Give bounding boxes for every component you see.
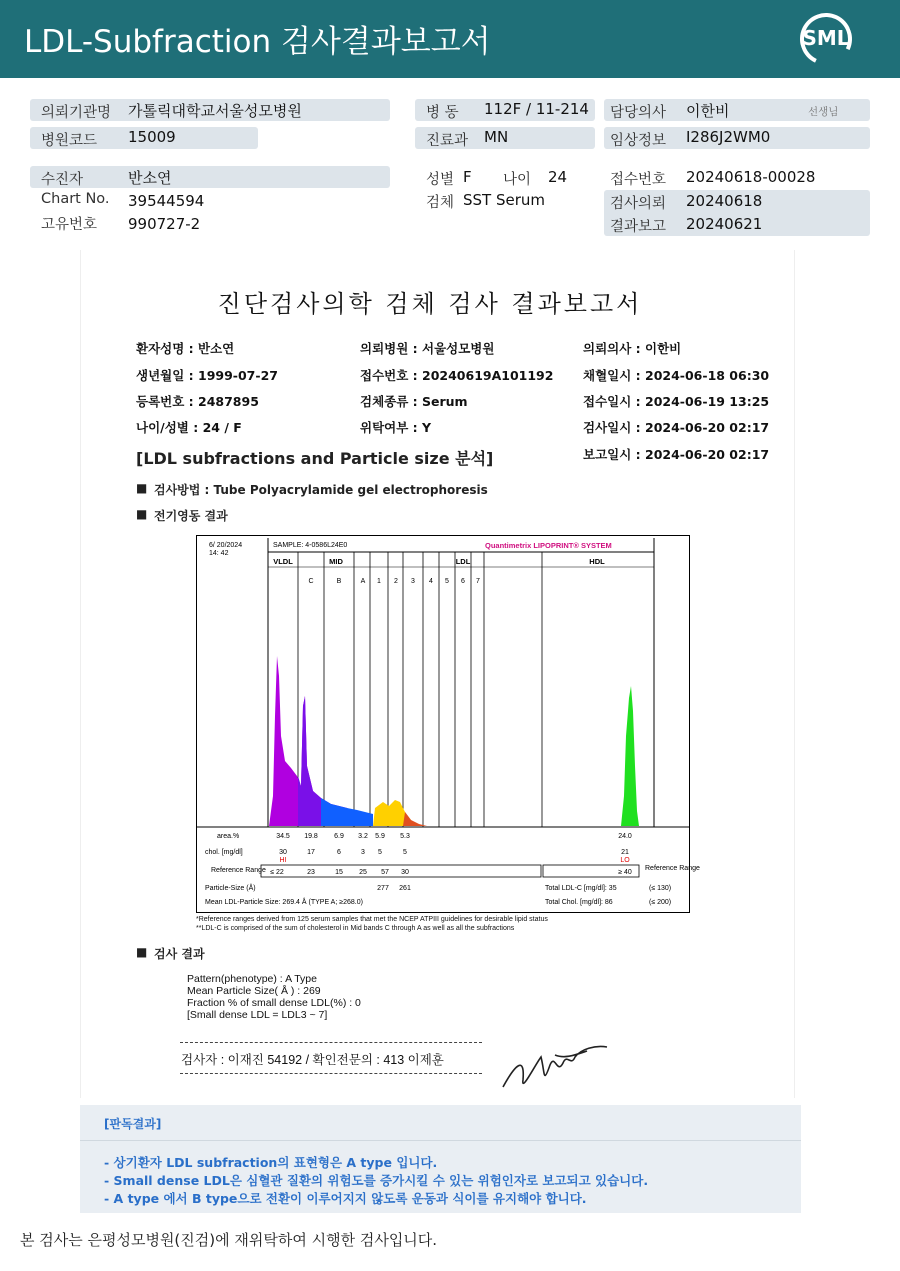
result-line: Mean Particle Size( Å ) : 269 <box>187 985 321 997</box>
chol-label: chol. [mg/dl] <box>205 849 243 856</box>
field: 의뢰의사 : 이한비 <box>583 341 682 356</box>
analysis-section-title: [LDL subfractions and Particle size 분석] <box>136 449 494 468</box>
field: 위탁여부 : Y <box>360 420 432 435</box>
chart-date: 6/ 20/2024 <box>209 542 243 549</box>
age-label: 나이 <box>503 172 532 188</box>
group-label: MID <box>329 557 343 566</box>
field: 환자성명 : 반소연 <box>136 341 235 356</box>
ref-value: 25 <box>359 869 367 876</box>
signature <box>495 1035 615 1095</box>
band-label: B <box>336 578 342 585</box>
chol-flag: HI <box>279 857 287 864</box>
info-bar <box>30 166 390 188</box>
group-label: LDL <box>455 557 471 566</box>
mean-size: Mean LDL-Particle Size: 269.4 Å (TYPE A; ≥268.0) <box>205 899 363 906</box>
group-label: HDL <box>589 557 605 566</box>
chart-sample: SAMPLE: 4-0586L24E0 <box>273 542 348 549</box>
field: 의뢰병원 : 서울성모병원 <box>360 341 495 356</box>
area-value: 24.0 <box>618 833 632 840</box>
band-label: 4 <box>429 578 433 585</box>
band-label: 5 <box>445 578 449 585</box>
chol-value: 21 <box>621 849 629 856</box>
hospital-code: 15009 <box>128 128 176 146</box>
total-chol-ref: (≤ 200) <box>649 899 672 906</box>
req-date-label: 검사의뢰 <box>610 196 667 212</box>
electrophoresis-svg <box>197 536 700 912</box>
interpretation-line: - Small dense LDL은 심혈관 질환의 위험도를 증가시킬 수 있는 위험인자로 보고되고 있습니다. <box>104 1173 649 1188</box>
receipt: 20240618-00028 <box>686 168 816 186</box>
electro-heading: 전기영동 결과 <box>154 509 228 523</box>
doctor-label: 담당의사 <box>610 105 667 121</box>
hospital-code-label: 병원코드 <box>41 133 98 149</box>
particle-label: Particle-Size (Å) <box>205 885 256 892</box>
scanned-report-title: 진단검사의학 검체 검사 결과보고서 <box>217 290 643 318</box>
chart-footnote: **LDL-C is comprised of the sum of cholesterol in Mid bands C through A as well as all the subfractions <box>196 925 515 932</box>
report-date-label: 결과보고 <box>610 219 667 235</box>
field: 검사일시 : 2024-06-20 02:17 <box>583 420 770 435</box>
result-line: Pattern(phenotype) : A Type <box>187 973 317 985</box>
ref-value: 57 <box>381 869 389 876</box>
clinical-label: 임상정보 <box>610 133 667 149</box>
area-value: 6.9 <box>334 833 344 840</box>
field: 접수번호 : 20240619A101192 <box>360 368 554 383</box>
chol-value: 5 <box>378 849 382 856</box>
ref-value: 30 <box>401 869 409 876</box>
chol-flag: LO <box>620 857 630 864</box>
field: 등록번호 : 2487895 <box>136 394 259 409</box>
group-label: VLDL <box>273 557 293 566</box>
ref-label: Reference Range <box>211 867 266 874</box>
ref-label-right: Reference Range <box>645 865 700 872</box>
chart-time: 14: 42 <box>209 550 229 557</box>
receipt-label: 접수번호 <box>610 172 667 188</box>
report-title: LDL-Subfraction 검사결과보고서 <box>24 24 491 60</box>
band-label: 3 <box>411 578 415 585</box>
chol-value: 5 <box>403 849 407 856</box>
area-label: area.% <box>217 833 240 840</box>
doctor: 이한비 <box>686 102 730 120</box>
total-chol: Total Chol. [mg/dl]: 86 <box>545 899 613 906</box>
area-value: 5.3 <box>400 833 410 840</box>
band-label: 2 <box>394 578 398 585</box>
band-label: A <box>360 578 366 585</box>
chart-footnote: *Reference ranges derived from 125 serum samples that met the NCEP ATPIII guidelines for desirable lipid status <box>196 916 548 923</box>
interpretation-line: - 상기환자 LDL subfraction의 표현형은 A type 입니다. <box>104 1155 438 1170</box>
hdl-peak <box>621 686 639 826</box>
field: 검체종류 : Serum <box>360 394 468 409</box>
patient-label: 수진자 <box>41 172 84 188</box>
field: 보고일시 : 2024-06-20 02:17 <box>583 447 770 462</box>
chart-no: 39544594 <box>128 192 205 210</box>
band-label: 1 <box>377 578 381 585</box>
divider <box>180 1042 482 1043</box>
dept: MN <box>484 128 509 146</box>
field: 접수일시 : 2024-06-19 13:25 <box>583 394 770 409</box>
signer-line: 검사자 : 이재진 54192 / 확인전문의 : 413 이제훈 <box>181 1053 444 1067</box>
doctor-suffix: 선생님 <box>808 106 839 118</box>
chol-value: 3 <box>361 849 365 856</box>
ward-label: 병 동 <box>426 105 459 121</box>
interpretation-header <box>80 1105 801 1141</box>
ref-value: ≤ 22 <box>270 869 284 876</box>
report-date: 20240621 <box>686 215 763 233</box>
ldl-blue-peak <box>321 798 373 826</box>
total-ldl-ref: (≤ 130) <box>649 885 672 892</box>
area-value: 3.2 <box>358 833 368 840</box>
method-text: 검사방법 : Tube Polyacrylamide gel electrophoresis <box>154 483 488 497</box>
interpretation-heading: [판독결과] <box>104 1117 162 1131</box>
area-value: 19.8 <box>304 833 318 840</box>
sml-logo: SML <box>800 13 852 65</box>
req-date: 20240618 <box>686 192 763 210</box>
report-header <box>0 0 900 78</box>
specimen: SST Serum <box>463 191 546 209</box>
id-no: 990727-2 <box>128 215 201 233</box>
divider <box>180 1073 482 1074</box>
field: 생년월일 : 1999-07-27 <box>136 368 278 383</box>
sex: F <box>463 168 472 186</box>
method-bullet: ■ <box>136 481 148 495</box>
chol-value: 6 <box>337 849 341 856</box>
request-org: 가톨릭대학교서울성모병원 <box>128 102 302 120</box>
specimen-label: 검체 <box>426 195 455 211</box>
ref-value: ≥ 40 <box>618 869 632 876</box>
total-ldl: Total LDL-C [mg/dl]: 35 <box>545 885 617 892</box>
electrophoresis-chart <box>196 535 700 913</box>
result-line: [Small dense LDL = LDL3 ~ 7] <box>187 1009 328 1021</box>
electro-bullet: ■ <box>136 507 148 521</box>
chart-label: Chart No. <box>41 191 110 207</box>
area-value: 5.9 <box>375 833 385 840</box>
band-label: 7 <box>476 578 480 585</box>
field: 나이/성별 : 24 / F <box>136 420 242 435</box>
footer-note: 본 검사는 은평성모병원(진검)에 재위탁하여 시행한 검사입니다. <box>20 1231 438 1249</box>
interpretation-box <box>80 1105 801 1213</box>
clinical: I286J2WM0 <box>686 128 771 146</box>
area-value: 34.5 <box>276 833 290 840</box>
chol-value: 17 <box>307 849 315 856</box>
dept-label: 진료과 <box>426 133 469 149</box>
result-line: Fraction % of small dense LDL(%) : 0 <box>187 997 361 1009</box>
chol-value: 30 <box>279 849 287 856</box>
interpretation-line: - A type 에서 B type으로 전환이 이루어지지 않도록 운동과 식이를 유지해야 합니다. <box>104 1191 587 1206</box>
chart-brand: Quantimetrix LIPOPRINT® SYSTEM <box>485 541 612 550</box>
band-label: C <box>308 578 314 585</box>
band-label: 6 <box>461 578 465 585</box>
particle-value: 277 <box>377 885 389 892</box>
particle-value: 261 <box>399 885 411 892</box>
sex-label: 성별 <box>426 172 455 188</box>
ref-value: 23 <box>307 869 315 876</box>
result-heading: 검사 결과 <box>154 947 205 961</box>
id-label: 고유번호 <box>41 217 98 233</box>
ward: 112F / 11-214 <box>484 100 589 118</box>
ref-value: 15 <box>335 869 343 876</box>
result-bullet: ■ <box>136 945 148 959</box>
age: 24 <box>548 168 568 186</box>
request-org-label: 의뢰기관명 <box>41 105 112 121</box>
patient-name: 반소연 <box>128 169 172 187</box>
field: 채혈일시 : 2024-06-18 06:30 <box>583 368 770 383</box>
